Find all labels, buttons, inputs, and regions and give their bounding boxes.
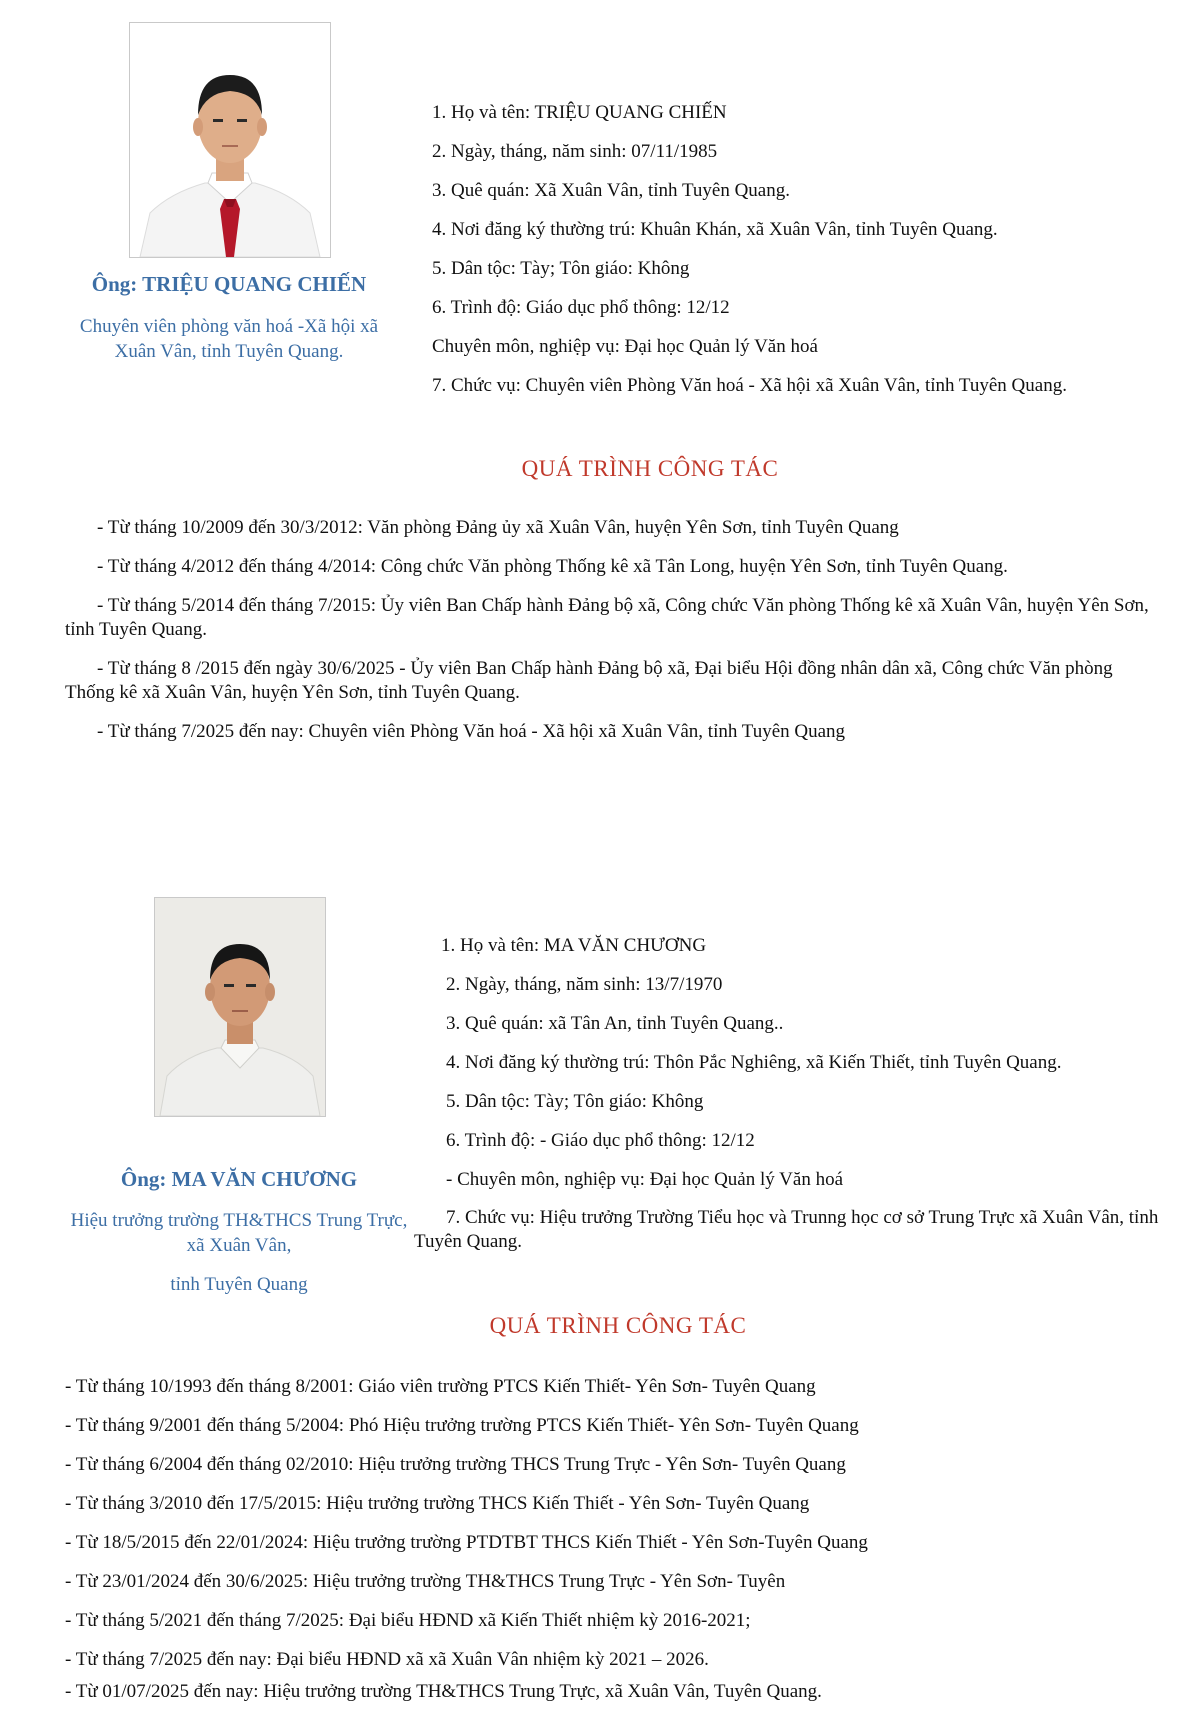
- caption-1: [70, 272, 388, 297]
- caption-role-2: [70, 1208, 408, 1258]
- caption-2: [80, 1167, 398, 1192]
- personal-info-2: [441, 926, 1061, 1199]
- info-item: 2. Ngày, tháng, năm sinh: 07/11/1985: [432, 141, 718, 162]
- caption-role: Hiệu trưởng trường TH&THCS Trung Trực, xã Xuân Vân,: [70, 1210, 408, 1256]
- section-heading-2: [0, 1313, 1178, 1339]
- info-item: 1. Họ và tên: MA VĂN CHƯƠNG: [441, 935, 707, 956]
- portrait-photo-2: [154, 897, 326, 1117]
- timeline-item: - Từ tháng 5/2021 đến tháng 7/2025: Đại biểu HĐND xã Kiến Thiết nhiệm kỳ 2016-2021;: [65, 1610, 751, 1631]
- info-item: 4. Nơi đăng ký thường trú: Khuân Khán, xã Xuân Vân, tỉnh Tuyên Quang.: [432, 219, 998, 240]
- timeline-item: - Từ tháng 7/2025 đến nay: Chuyên viên Phòng Văn hoá - Xã hội xã Xuân Vân, tỉnh Tuyên Quang: [97, 721, 846, 742]
- caption-role-line2: tỉnh Tuyên Quang: [170, 1274, 308, 1295]
- work-history-2: [65, 1375, 1155, 1719]
- info-item: 5. Dân tộc: Tày; Tôn giáo: Không: [432, 258, 690, 279]
- info-item: - Chuyên môn, nghiệp vụ: Đại học Quản lý Văn hoá: [446, 1169, 843, 1190]
- caption-name: Ông: MA VĂN CHƯƠNG: [120, 1167, 358, 1191]
- personal-info-1: [432, 93, 1067, 405]
- info-item: 2. Ngày, tháng, năm sinh: 13/7/1970: [446, 974, 723, 995]
- timeline-item: - Từ tháng 4/2012 đến tháng 4/2014: Công chức Văn phòng Thống kê xã Tân Long, huyện Yên Sơn, tỉnh Tuyên Quang.: [97, 556, 1008, 577]
- caption-name: Ông: TRIỆU QUANG CHIẾN: [91, 272, 367, 296]
- info-item: 5. Dân tộc: Tày; Tôn giáo: Không: [446, 1091, 704, 1112]
- portrait-photo-1: [129, 22, 331, 258]
- info-item: 7. Chức vụ: Chuyên viên Phòng Văn hoá - Xã hội xã Xuân Vân, tỉnh Tuyên Quang.: [432, 375, 1067, 396]
- timeline-item: - Từ tháng 6/2004 đến tháng 02/2010: Hiệu trưởng trường THCS Trung Trực - Yên Sơn- Tuyên Quang: [65, 1454, 846, 1475]
- timeline-item: - Từ tháng 3/2010 đến 17/5/2015: Hiệu trưởng trường THCS Kiến Thiết - Yên Sơn- Tuyên Quang: [65, 1493, 810, 1514]
- caption-role-2b: [80, 1272, 398, 1297]
- caption-role-1: [70, 314, 388, 364]
- timeline-item: - Từ 01/07/2025 đến nay: Hiệu trưởng trường TH&THCS Trung Trực, xã Xuân Vân, Tuyên Quang.: [65, 1681, 822, 1702]
- work-history-1: [65, 516, 1155, 759]
- info-item: 4. Nơi đăng ký thường trú: Thôn Pắc Nghiêng, xã Kiến Thiết, tỉnh Tuyên Quang.: [446, 1052, 1062, 1073]
- timeline-item: - Từ tháng 7/2025 đến nay: Đại biểu HĐND xã xã Xuân Vân nhiệm kỳ 2021 – 2026.: [65, 1649, 709, 1670]
- info-item: 3. Quê quán: Xã Xuân Vân, tỉnh Tuyên Quang.: [432, 180, 790, 201]
- caption-role: Chuyên viên phòng văn hoá -Xã hội xã Xuân Vân, tỉnh Tuyên Quang.: [79, 316, 379, 362]
- info-item: 3. Quê quán: xã Tân An, tỉnh Tuyên Quang..: [446, 1013, 784, 1034]
- timeline-item: - Từ 18/5/2015 đến 22/01/2024: Hiệu trưởng trường PTDTBT THCS Kiến Thiết - Yên Sơn-Tuyên Quang: [65, 1532, 868, 1553]
- info-item: 6. Trình độ: - Giáo dục phổ thông: 12/12: [446, 1130, 755, 1151]
- timeline-item: - Từ tháng 5/2014 đến tháng 7/2015: Ủy viên Ban Chấp hành Đảng bộ xã, Công chức Văn phòng Thống kê xã Xuân Vân, huyện Yên Sơn, tỉnh Tuyên Quang.: [65, 595, 1149, 640]
- timeline-item: - Từ tháng 8 /2015 đến ngày 30/6/2025 - Ủy viên Ban Chấp hành Đảng bộ xã, Đại biểu Hội đồng nhân dân xã, Công chức Văn phòng Thống kê xã Xuân Vân, huyện Yên Sơn, tỉnh Tuyên Quang.: [65, 658, 1113, 703]
- timeline-item: - Từ tháng 10/2009 đến 30/3/2012: Văn phòng Đảng ủy xã Xuân Vân, huyện Yên Sơn, tỉnh Tuyên Quang: [97, 517, 899, 538]
- info-item-position: 7. Chức vụ: Hiệu trưởng Trường Tiểu học và Trunng học cơ sở Trung Trực xã Xuân Vân, tỉnh Tuyên Quang.: [414, 1207, 1159, 1252]
- timeline-item: - Từ tháng 10/1993 đến tháng 8/2001: Giáo viên trường PTCS Kiến Thiết- Yên Sơn- Tuyên Quang: [65, 1376, 816, 1397]
- section-title: QUÁ TRÌNH CÔNG TÁC: [489, 1313, 747, 1338]
- info-item: Chuyên môn, nghiệp vụ: Đại học Quản lý Văn hoá: [432, 336, 818, 357]
- section-title: QUÁ TRÌNH CÔNG TÁC: [521, 456, 779, 481]
- info-item: 1. Họ và tên: TRIỆU QUANG CHIẾN: [432, 102, 727, 123]
- info-item: 6. Trình độ: Giáo dục phổ thông: 12/12: [432, 297, 730, 318]
- section-heading-1: [0, 456, 1178, 482]
- timeline-item: - Từ tháng 9/2001 đến tháng 5/2004: Phó Hiệu trưởng trường PTCS Kiến Thiết- Yên Sơn- Tuyên Quang: [65, 1415, 859, 1436]
- timeline-item: - Từ 23/01/2024 đến 30/6/2025: Hiệu trưởng trường TH&THCS Trung Trực - Yên Sơn- Tuyên: [65, 1571, 786, 1592]
